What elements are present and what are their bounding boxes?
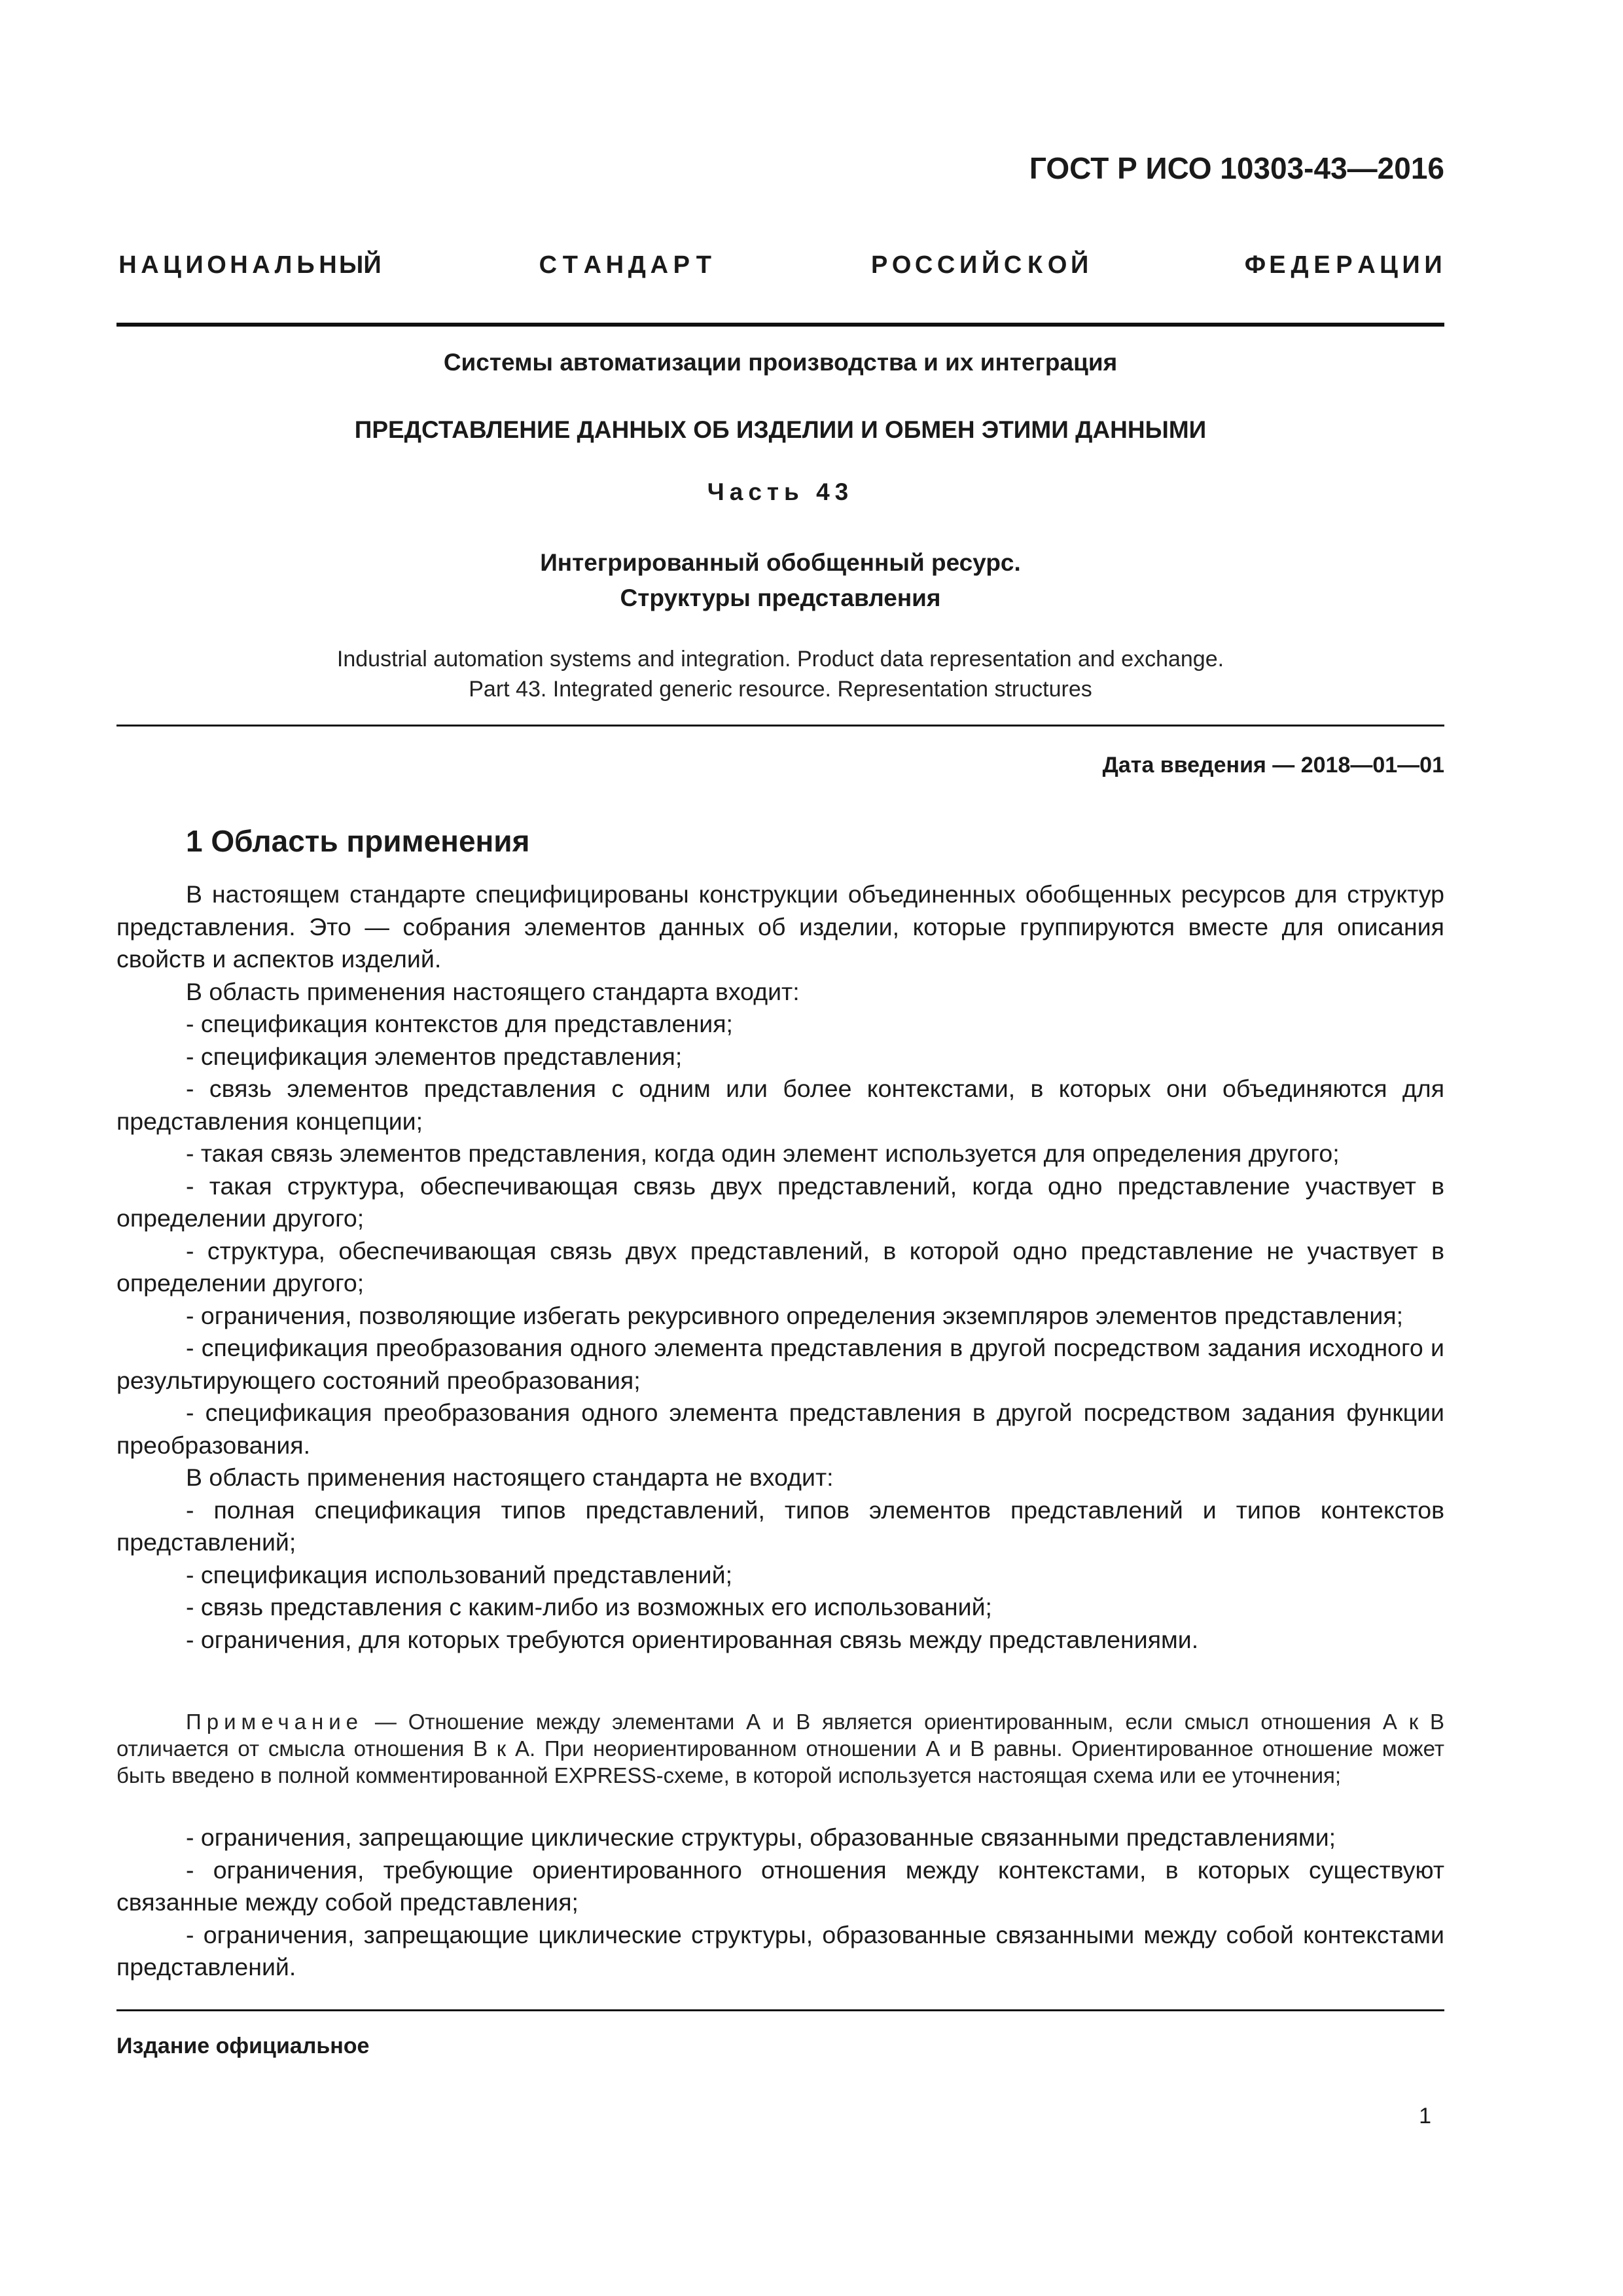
- english-title-line: Part 43. Integrated generic resource. Representation structures: [469, 677, 1092, 702]
- list-item: - связь элементов представления с одним или более контекстами, в которых они объединяются для представления концепции;: [116, 1075, 1444, 1135]
- section-body: [116, 878, 1444, 1656]
- note: [116, 1708, 1444, 1789]
- title-divider: [116, 725, 1444, 726]
- list-item: - связь представления с каким-либо из возможных его использований;: [186, 1593, 992, 1621]
- list-item: - ограничения, запрещающие циклические структуры, образованные связанными представлениями;: [186, 1823, 1336, 1851]
- national-title-word: С Т А Н Д А Р Т: [539, 251, 711, 279]
- sub-title-line: Структуры представления: [620, 584, 941, 611]
- list-item: - спецификация преобразования одного элемента представления в другой посредством задания исходного и результирующего состояний преобразования;: [116, 1334, 1444, 1394]
- paragraph: В настоящем стандарте специфицированы конструкции объединенных обобщенных ресурсов для структур представления. Это — собрания элементов данных об изделии, которые группируются вместе для описания свойств и аспектов изделий.: [116, 880, 1444, 973]
- introduction-date: Дата введения — 2018—01—01: [1102, 753, 1444, 778]
- national-standard-title: [116, 251, 1444, 279]
- national-title-word: Р О С С И Й С К О Й: [870, 251, 1089, 279]
- sub-title-line: Интегрированный обобщенный ресурс.: [540, 549, 1021, 576]
- national-title-word: Ф Е Д Е Р А Ц И И: [1244, 251, 1442, 279]
- list-item: - такая связь элементов представления, когда один элемент используется для определения другого;: [186, 1139, 1340, 1167]
- sub-title: [116, 545, 1444, 616]
- section-heading: 1 Область применения: [186, 824, 530, 858]
- national-title-word: Н А Ц И О Н А Л Ь Н Ы Й: [118, 251, 382, 279]
- footer-divider: [116, 2009, 1444, 2011]
- list-item: - ограничения, требующие ориентированного отношения между контекстами, в которых существуют связанные между собой представления;: [116, 1856, 1444, 1916]
- paragraph: В область применения настоящего стандарта входит:: [186, 977, 800, 1005]
- series-title: Системы автоматизации производства и их интеграция: [443, 349, 1118, 376]
- section-body-continued: [116, 1821, 1444, 1984]
- list-item: - ограничения, запрещающие циклические структуры, образованные связанными между собой контекстами представлений.: [116, 1920, 1444, 1981]
- page-number: 1: [1419, 2104, 1431, 2128]
- english-title-line: Industrial automation systems and integration. Product data representation and exchange.: [336, 647, 1224, 672]
- list-item: - полная спецификация типов представлений, типов элементов представлений и типов контекстов представлений;: [116, 1496, 1444, 1556]
- header-divider: [116, 323, 1444, 327]
- document-number: ГОСТ Р ИСО 10303-43—2016: [1029, 151, 1444, 185]
- list-item: - ограничения, позволяющие избегать рекурсивного определения экземпляров элементов представления;: [186, 1301, 1404, 1329]
- main-title: ПРЕДСТАВЛЕНИЕ ДАННЫХ ОБ ИЗДЕЛИИ И ОБМЕН ЭТИМИ ДАННЫМИ: [354, 416, 1207, 443]
- note-text: — Отношение между элементами А и В является ориентированным, если смысл отношения А к В отличается от смысла отношения В к А. При неориентированном отношении А и В равны. Ориентированное отношение может быть введено в полной комментированной EXPRESS-схеме, в которой используется настоящая схема или ее уточнения;: [116, 1710, 1444, 1787]
- note-paragraph: [116, 1708, 1444, 1789]
- note-label: Примечание: [186, 1710, 364, 1734]
- list-item: - спецификация контекстов для представления;: [186, 1010, 733, 1037]
- english-title: [116, 644, 1444, 704]
- paragraph: В область применения настоящего стандарта не входит:: [186, 1463, 834, 1491]
- list-item: - спецификация элементов представления;: [186, 1042, 683, 1070]
- list-item: - ограничения, для которых требуются ориентированная связь между представлениями.: [186, 1625, 1199, 1653]
- list-item: - спецификация преобразования одного элемента представления в другой посредством задания функции преобразования.: [116, 1399, 1444, 1459]
- list-item: - спецификация использований представлений;: [186, 1560, 732, 1588]
- list-item: - структура, обеспечивающая связь двух представлений, в которой одно представление не участвует в определении другого;: [116, 1236, 1444, 1297]
- edition-label: Издание официальное: [116, 2034, 370, 2058]
- part-title: Часть 43: [707, 478, 854, 505]
- list-item: - такая структура, обеспечивающая связь двух представлений, когда одно представление участвует в определении другого;: [116, 1172, 1444, 1232]
